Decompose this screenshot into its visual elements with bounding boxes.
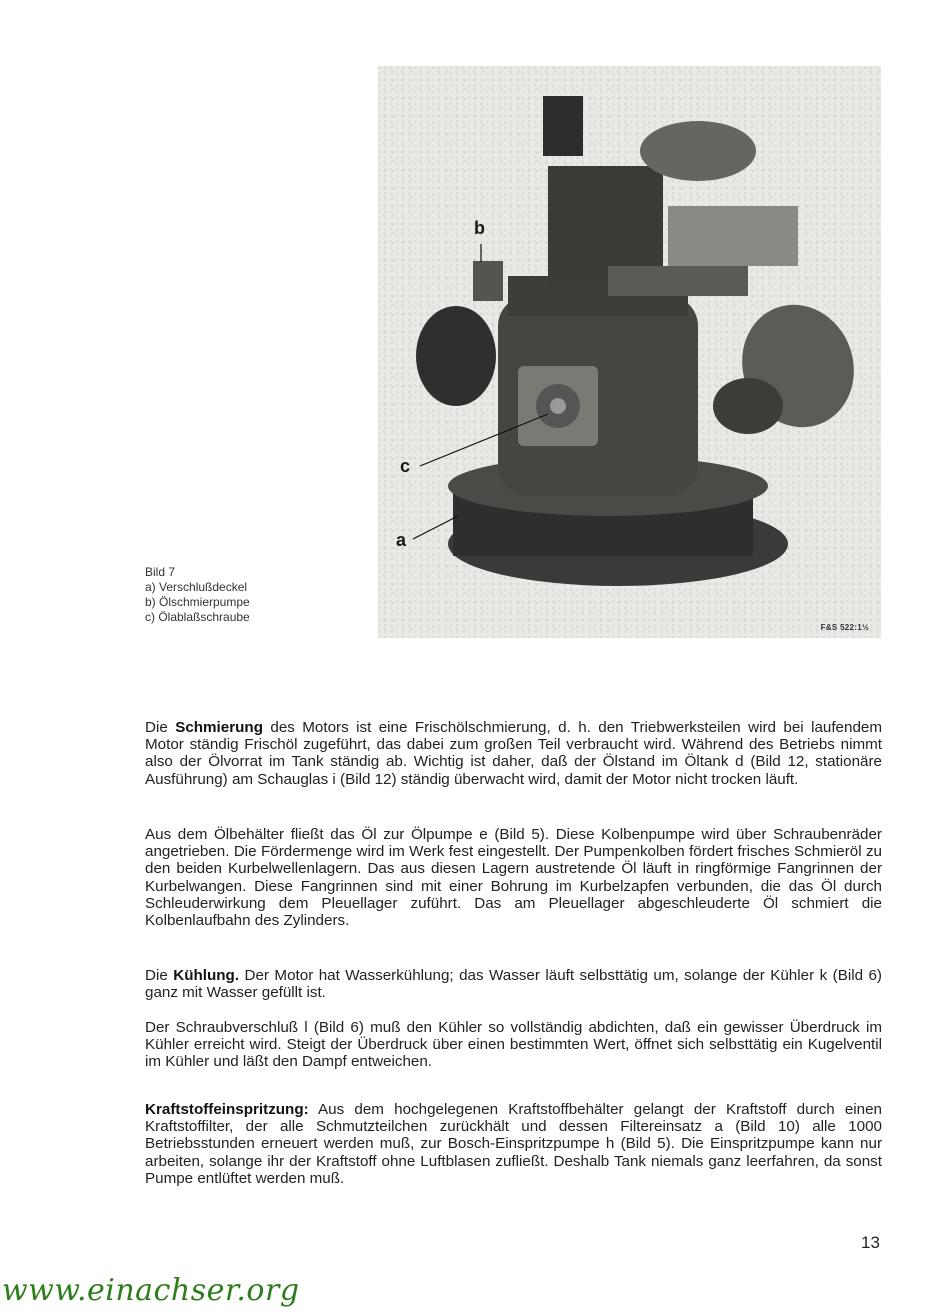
paragraph-heading-kuehlung: Kühlung. [173, 967, 240, 984]
callout-b: b [474, 218, 485, 238]
watermark-link[interactable]: www.einachser.org [2, 1273, 300, 1308]
paragraph-kraftstoffeinspritzung [145, 1101, 882, 1187]
engine-illustration [378, 66, 881, 638]
paragraph-body: Aus dem Ölbehälter fließt das Öl zur Ölpumpe e (Bild 5). Diese Kolbenpumpe wird über Schraubenräder angetrieben. Die Fördermenge wird im Werk fest eingestellt. Der Pumpenkolben fördert frisches Schmieröl zu den beiden Kurbelwellenlagern. Das aus diesen Lagern austretende Öl läuft in ringförmige Fangrinnen der Kurbelwangen. Diese Fangrinnen sind mit einer Bohrung im Kurbelzapfen verbunden, die das Öl durch Schleuderwirkung dem Pleuellager zuführt. Das am Pleuellager abgeschleuderte Öl schmiert die Kolbenlaufbahn des Zylinders. [145, 826, 882, 930]
paragraph-lead: Die [145, 967, 174, 984]
paragraph-body: Der Schraubverschluß l (Bild 6) muß den Kühler so vollständig abdichten, daß ein gewisser Überdruck im Kühler erreicht wird. Steigt der Überdruck über einen bestimmten Wert, öffnet sich selbsttätig ein Kugelventil im Kühler und läßt den Dampf entweichen. [145, 1019, 882, 1071]
photo-code: F&S 522:1½ [820, 623, 869, 632]
paragraph-heading-schmierung: Schmierung [175, 719, 263, 736]
legend-item-b: b) Ölschmierpumpe [145, 595, 250, 609]
paragraph-kuehlung [145, 967, 882, 1001]
engine-photo [378, 66, 881, 638]
page-number: 13 [861, 1233, 880, 1252]
callout-a: a [396, 530, 407, 550]
paragraph-schmierung [145, 719, 882, 788]
paragraph-heading-kraftstoffeinspritzung: Kraftstoffeinspritzung: [145, 1101, 309, 1118]
paragraph-schraubverschluss [145, 1019, 882, 1071]
figure-caption [145, 565, 250, 625]
paragraph-body: des Motors ist eine Frischölschmierung, d. h. den Triebwerksteilen wird bei laufendem Motor ständig Frischöl zugeführt, das dabei zum großen Teil verbraucht wird. Während des Betriebs nimmt also der Ölvorrat im Tank ständig ab. Wichtig ist daher, daß der Ölstand im Öltank d (Bild 12, stationäre Ausführung) am Schauglas i (Bild 12) ständig überwacht wird, damit der Motor nicht trocken läuft. [145, 719, 882, 788]
paragraph-oelkreislauf [145, 826, 882, 929]
paragraph-body: Der Motor hat Wasserkühlung; das Wasser läuft selbsttätig um, solange der Kühler k (Bild 6) ganz mit Wasser gefüllt ist. [145, 967, 882, 1002]
callout-c: c [400, 456, 411, 476]
figure-title: Bild 7 [145, 565, 176, 579]
paragraph-lead: Die [145, 719, 176, 736]
paragraph-body: Aus dem hochgelegenen Kraftstoffbehälter gelangt der Kraftstoff durch einen Kraftstoffilter, der alle Schmutzteilchen zurückhält und dessen Filtereinsatz a (Bild 10) alle 1000 Betriebsstunden erneuert werden muß, zur Bosch-Einspritzpumpe h (Bild 5). Die Einspritzpumpe kann nur arbeiten, solange ihr der Kraftstoff ohne Luftblasen zufließt. Deshalb Tank niemals ganz leerfahren, da sonst Pumpe entlüftet werden muß. [145, 1101, 882, 1187]
legend-item-a: a) Verschlußdeckel [145, 580, 248, 594]
legend-item-c: c) Ölablaßschraube [145, 610, 250, 624]
